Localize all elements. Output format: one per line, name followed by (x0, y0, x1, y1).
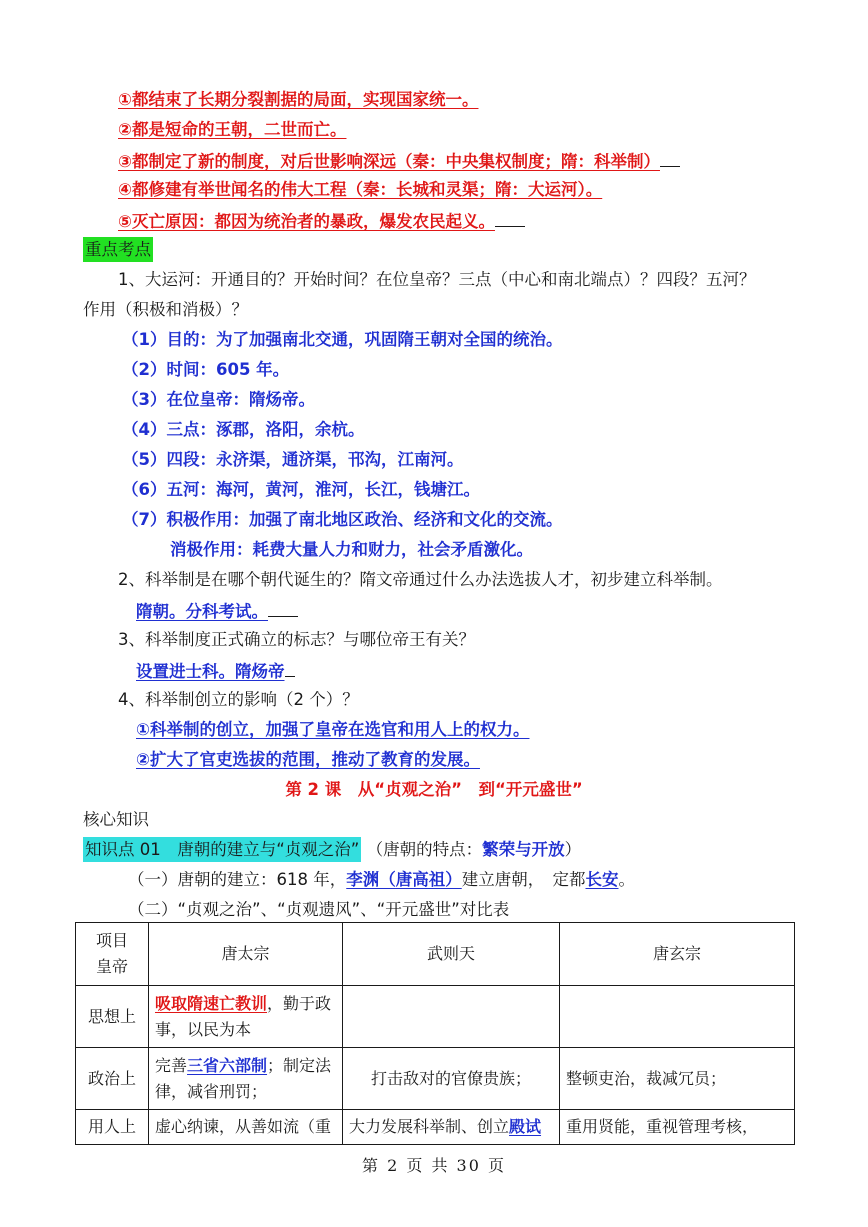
table-row (76, 986, 795, 1048)
q1-question-line1: 1、大运河：开通目的？开始时间？在位皇帝？三点（中心和南北端点）？四段？五河？ (118, 270, 756, 289)
row-label: 政治上 (76, 1048, 149, 1110)
core-knowledge-label: 核心知识 (83, 810, 149, 829)
comparison-table (75, 922, 795, 1145)
summary-point-1: ①都结束了长期分裂割据的局面，实现国家统一。 (118, 90, 479, 109)
cell-taizong-thought: 吸取隋速亡教训，勤于政事，以民为本 (149, 986, 343, 1048)
cell-wu-personnel: 大力发展科举制、创立殿试 (343, 1110, 560, 1145)
summary-point-2: ②都是短命的王朝，二世而亡。 (118, 120, 347, 139)
q1-answer-8: 消极作用：耗费大量人力和财力，社会矛盾激化。 (170, 540, 533, 559)
summary-point-4: ④都修建有举世闻名的伟大工程（秦：长城和灵渠；隋：大运河）。 (118, 180, 603, 199)
table-caption: （二）“贞观之治”、“贞观遗风”、“开元盛世”对比表 (128, 900, 510, 919)
cell-xuanzong-personnel: 重用贤能，重视管理考核， (560, 1110, 795, 1145)
q2-answer: 隋朝。分科考试。 (136, 598, 298, 624)
page-footer: 第 2 页 共 30 页 (362, 1156, 506, 1175)
cell-xuanzong-thought (560, 986, 795, 1048)
cell-wu-politics: 打击敌对的官僚贵族； (343, 1048, 560, 1110)
row-label: 用人上 (76, 1110, 149, 1145)
knowledge-point-01 (83, 838, 581, 862)
header-tang-taizong: 唐太宗 (149, 923, 343, 986)
table-corner-cell (76, 923, 149, 986)
table-row (76, 1110, 795, 1145)
q1-answer-6: （6）五河：海河，黄河，淮河，长江，钱塘江。 (122, 480, 480, 499)
cell-wu-thought (343, 986, 560, 1048)
q1-answer-3: （3）在位皇帝：隋炀帝。 (122, 390, 315, 409)
q3-answer: 设置进士科。隋炀帝 (136, 658, 295, 684)
table-row (76, 1048, 795, 1110)
header-tang-xuanzong: 唐玄宗 (560, 923, 795, 986)
capital: 长安 (585, 870, 619, 889)
summary-point-3: ③都制定了新的制度，对后世影响深远（秦：中央集权制度；隋：科举制） (118, 148, 680, 174)
q1-answer-4: （4）三点：涿郡，洛阳，余杭。 (122, 420, 365, 439)
corner-top-label: 项目 (95, 931, 128, 950)
row-label: 思想上 (76, 986, 149, 1048)
q4-answer-1: ①科举制的创立，加强了皇帝在选官和用人上的权力。 (136, 720, 530, 739)
kp01-note: （唐朝的特点：繁荣与开放） (366, 840, 582, 859)
q1-answer-2: （2）时间：605 年。 (122, 360, 290, 379)
kp01-label: 知识点 01 唐朝的建立与“贞观之治” (83, 837, 361, 862)
q2-question: 2、科举制是在哪个朝代诞生的？隋文帝通过什么办法选拔人才，初步建立科举制。 (118, 570, 723, 589)
q1-answer-1: （1）目的：为了加强南北交通，巩固隋王朝对全国的统治。 (122, 330, 563, 349)
q4-answer-2: ②扩大了官吏选拔的范围，推动了教育的发展。 (136, 750, 480, 769)
q1-question-line2: 作用（积极和消极）？ (83, 300, 248, 319)
founder: 李渊（唐高祖） (346, 870, 462, 889)
lesson-title: 第 2 课 从“贞观之治” 到“开元盛世” (285, 780, 583, 799)
q4-question: 4、科举制创立的影响（2 个）？ (118, 690, 359, 709)
q1-answer-7: （7）积极作用：加强了南北地区政治、经济和文化的交流。 (122, 510, 563, 529)
tang-founding: （一）唐朝的建立：618 年，李渊（唐高祖）建立唐朝， 定都长安。 (128, 870, 635, 889)
cell-taizong-personnel: 虚心纳谏，从善如流（重 (149, 1110, 343, 1145)
corner-bottom-label: 皇帝 (95, 957, 128, 976)
cell-taizong-politics: 完善三省六部制；制定法律，减省刑罚； (149, 1048, 343, 1110)
table-header-row (76, 923, 795, 986)
header-wu-zetian: 武则天 (343, 923, 560, 986)
q3-question: 3、科举制度正式确立的标志？与哪位帝王有关？ (118, 630, 475, 649)
q1-answer-5: （5）四段：永济渠，通济渠，邗沟，江南河。 (122, 450, 464, 469)
cell-xuanzong-politics: 整顿吏治，裁减冗员； (560, 1048, 795, 1110)
key-points-label: 重点考点 (83, 238, 153, 262)
summary-point-5: ⑤灭亡原因：都因为统治者的暴政，爆发农民起义。 (118, 208, 525, 234)
